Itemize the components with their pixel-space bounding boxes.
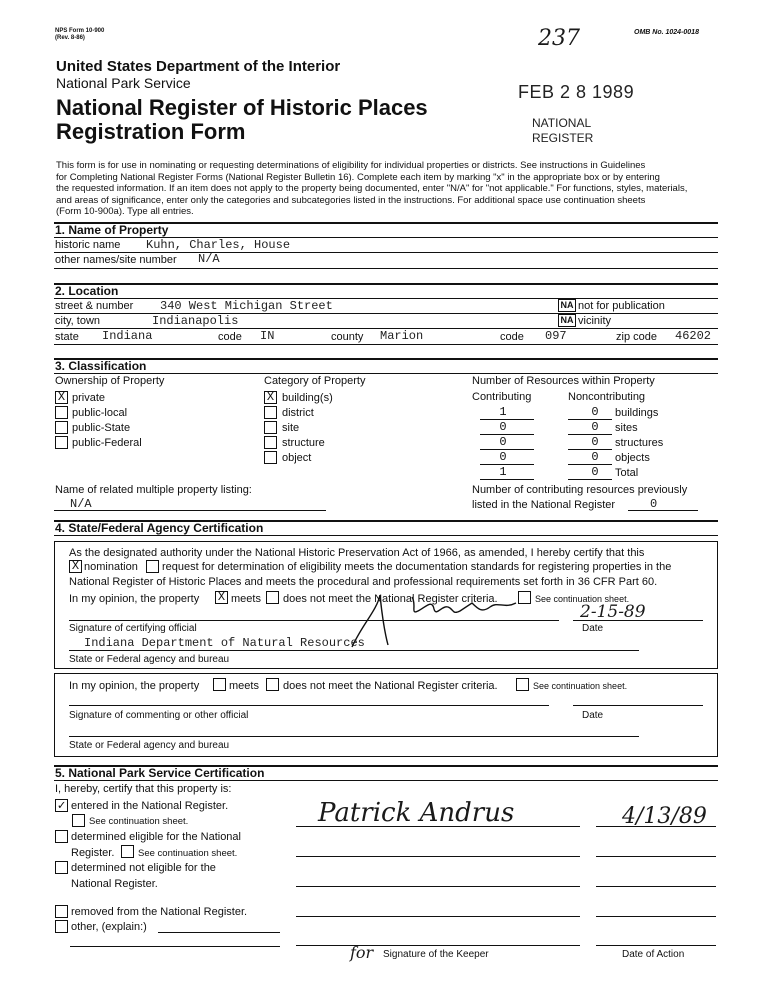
noncontributing-total: 0 xyxy=(591,465,599,479)
contributing-structures: 0 xyxy=(499,435,507,449)
rule xyxy=(54,298,718,299)
continuation-sheet-label: See continuation sheet. xyxy=(535,594,630,604)
rule xyxy=(69,620,559,621)
noncontributing-structures: 0 xyxy=(591,435,599,449)
rule xyxy=(54,535,718,536)
other-names-label: other names/site number xyxy=(55,254,177,266)
county-code-label: code xyxy=(500,331,524,343)
action-date: 4/13/89 xyxy=(622,804,707,829)
nps-certify-text: I, hereby, certify that this property is: xyxy=(55,783,232,795)
county-label: county xyxy=(331,331,364,343)
category-object-label: object xyxy=(282,452,312,464)
city-value: Indianapolis xyxy=(152,314,239,328)
street-value: 340 West Michigan Street xyxy=(160,299,333,313)
cert-line3: National Register of Historic Places and meets the procedural and professional requirements set forth in 36 CFR Part 60. xyxy=(69,576,658,588)
rule xyxy=(69,705,549,706)
rule xyxy=(596,826,716,827)
intro-line: the requested information. If an item does not apply to the property being documented, enter "N/A" for "not applicable." For functions, styles, materials, xyxy=(56,183,688,194)
rule xyxy=(54,344,718,345)
removed-label: removed from the National Register. xyxy=(71,906,248,918)
form-title-line2: Registration Form xyxy=(56,119,246,144)
rule xyxy=(296,826,580,827)
rule xyxy=(54,780,718,781)
department-name: United States Department of the Interior xyxy=(56,58,341,75)
section-3-heading: 3. Classification xyxy=(55,359,147,373)
resource-structures-label: structures xyxy=(615,437,664,449)
rule xyxy=(573,620,703,621)
does-not-meet-checkbox[interactable] xyxy=(266,591,279,604)
state-label: state xyxy=(55,331,79,343)
ownership-private-checkbox[interactable]: X xyxy=(55,391,68,404)
certifying-official-label: Signature of certifying official xyxy=(69,623,197,634)
box2-meets-checkbox[interactable] xyxy=(213,678,226,691)
keeper-signature: Patrick Andrus xyxy=(318,798,515,828)
ownership-public-state-label: public-State xyxy=(72,422,131,434)
category-district-checkbox[interactable] xyxy=(264,406,277,419)
previously-listed-value: 0 xyxy=(650,497,658,511)
ownership-public-state-checkbox[interactable] xyxy=(55,421,68,434)
zip-value: 46202 xyxy=(675,329,712,343)
intro-line: for Completing National Register Forms (National Register Bulletin 16). Complete each item by marking "x" in the appropriate box or by entering xyxy=(56,171,660,183)
rule xyxy=(69,650,639,651)
intro-line: and areas of significance, enter only the categories and subcategories listed in the instructions. For additional space use continuation sheets xyxy=(56,194,646,206)
contributing-objects: 0 xyxy=(499,450,507,464)
for-mark: for xyxy=(350,943,374,962)
ownership-public-local-label: public-local xyxy=(72,407,128,419)
rule xyxy=(158,932,280,933)
entered-continuation-checkbox[interactable] xyxy=(72,814,85,827)
form-number: NPS Form 10-900 xyxy=(55,28,105,34)
state-code-value: IN xyxy=(260,329,275,343)
determined-eligible-label-2: Register. xyxy=(71,847,115,859)
received-stamp-line1: NATIONAL xyxy=(532,116,592,130)
category-building-checkbox[interactable]: X xyxy=(264,391,277,404)
ownership-public-local-checkbox[interactable] xyxy=(55,406,68,419)
category-building-label: building(s) xyxy=(282,392,333,404)
resource-total-label: Total xyxy=(615,467,639,479)
historic-name-label: historic name xyxy=(55,239,121,251)
date-label: Date xyxy=(582,623,604,634)
noncontributing-buildings: 0 xyxy=(591,405,599,419)
section-divider xyxy=(54,358,718,360)
county-value: Marion xyxy=(380,329,424,343)
determined-not-eligible-label: determined not eligible for the xyxy=(71,862,216,874)
rule xyxy=(296,886,580,887)
category-district-label: district xyxy=(282,407,314,419)
keeper-signature-label: Signature of the Keeper xyxy=(383,949,489,960)
category-object-checkbox[interactable] xyxy=(264,451,277,464)
nomination-checkbox[interactable]: X xyxy=(69,560,82,573)
box2-meets-label: meets xyxy=(229,680,259,692)
rule xyxy=(54,268,718,269)
handwritten-number: 237 xyxy=(538,26,580,51)
resource-sites-label: sites xyxy=(615,422,638,434)
zip-label: zip code xyxy=(616,331,657,343)
entered-checkbox[interactable]: ✓ xyxy=(55,799,68,812)
service-name: National Park Service xyxy=(56,75,191,91)
received-stamp-line2: REGISTER xyxy=(532,131,594,145)
rule xyxy=(596,916,716,917)
section-1-heading: 1. Name of Property xyxy=(55,223,169,237)
ownership-public-federal-label: public-Federal xyxy=(72,437,142,449)
category-structure-checkbox[interactable] xyxy=(264,436,277,449)
previously-listed-label-2: listed in the National Register xyxy=(472,499,616,511)
contributing-sites: 0 xyxy=(499,420,507,434)
resource-buildings-label: buildings xyxy=(615,407,659,419)
vicinity-label: vicinity xyxy=(578,315,612,327)
box2-date-label: Date xyxy=(582,710,604,721)
intro-line: This form is for use in nominating or requesting determinations of eligibility for individual properties or districts. See instructions in Guidelines xyxy=(56,160,646,171)
date-of-action-label: Date of Action xyxy=(622,949,685,960)
omb-number: OMB No. 1024-0018 xyxy=(634,29,699,36)
rule xyxy=(573,705,703,706)
rule xyxy=(70,946,280,947)
historic-name-value: Kuhn, Charles, House xyxy=(146,238,291,252)
rule xyxy=(596,945,716,946)
section-2-heading: 2. Location xyxy=(55,284,119,298)
entered-continuation-label: See continuation sheet. xyxy=(89,816,189,827)
determined-eligible-label: determined eligible for the National xyxy=(71,831,241,843)
category-structure-label: structure xyxy=(282,437,325,449)
section-divider xyxy=(54,283,718,285)
noncontributing-heading: Noncontributing xyxy=(568,391,646,403)
street-label: street & number xyxy=(55,300,134,312)
intro-line: (Form 10-900a). Type all entries. xyxy=(56,206,194,217)
rule xyxy=(296,916,580,917)
rule xyxy=(568,479,612,480)
resource-objects-label: objects xyxy=(615,452,650,464)
contributing-heading: Contributing xyxy=(472,391,532,403)
box2-continuation-label: See continuation sheet. xyxy=(533,681,628,691)
ownership-public-federal-checkbox[interactable] xyxy=(55,436,68,449)
eligible-continuation-label: See continuation sheet. xyxy=(138,848,238,859)
rule xyxy=(54,510,326,511)
rule xyxy=(69,736,639,737)
opinion-prefix: In my opinion, the property xyxy=(69,593,200,605)
agency-label: State or Federal agency and bureau xyxy=(69,654,230,665)
does-not-meet-label: does not meet the National Register criteria. xyxy=(283,593,498,605)
meets-label: meets xyxy=(231,593,261,605)
noncontributing-objects: 0 xyxy=(591,450,599,464)
commenting-official-label: Signature of commenting or other official xyxy=(69,710,249,721)
vicinity-checkbox[interactable]: NA xyxy=(558,314,576,327)
other-label: other, (explain:) xyxy=(71,921,147,933)
eligible-continuation-checkbox[interactable] xyxy=(121,845,134,858)
ownership-heading: Ownership of Property xyxy=(55,375,165,387)
form-revision: (Rev. 8-86) xyxy=(55,35,85,41)
form-title-line1: National Register of Historic Places xyxy=(56,95,428,120)
state-value: Indiana xyxy=(102,329,153,343)
agency-value: Indiana Department of Natural Resources xyxy=(84,636,365,650)
box2-opinion-prefix: In my opinion, the property xyxy=(69,680,200,692)
category-site-label: site xyxy=(282,422,300,434)
city-label: city, town xyxy=(55,315,101,327)
entered-label: entered in the National Register. xyxy=(71,800,229,812)
request-checkbox[interactable] xyxy=(146,560,159,573)
box2-does-not-meet-label: does not meet the National Register criteria. xyxy=(283,680,498,692)
not-for-publication-checkbox[interactable]: NA xyxy=(558,299,576,312)
contributing-total: 1 xyxy=(499,465,507,479)
related-listing-value: N/A xyxy=(70,497,92,511)
rule xyxy=(54,252,718,253)
box2-does-not-meet-checkbox[interactable] xyxy=(266,678,279,691)
determined-not-eligible-label-2: National Register. xyxy=(71,878,158,890)
rule xyxy=(54,373,718,374)
rule xyxy=(480,479,534,480)
category-site-checkbox[interactable] xyxy=(264,421,277,434)
intro-paragraph xyxy=(56,160,687,218)
nomination-label: nomination xyxy=(84,561,138,573)
other-names-value: N/A xyxy=(198,252,220,266)
rule xyxy=(296,856,580,857)
previously-listed-label-1: Number of contributing resources previously xyxy=(472,484,688,496)
rule xyxy=(628,510,698,511)
state-code-label: code xyxy=(218,331,242,343)
ownership-private-label: private xyxy=(72,392,106,404)
not-for-publication-label: not for publication xyxy=(578,300,665,312)
related-listing-label: Name of related multiple property listing: xyxy=(55,484,252,496)
certification-date: 2-15-89 xyxy=(580,602,646,622)
removed-checkbox[interactable] xyxy=(55,905,68,918)
meets-checkbox[interactable]: X xyxy=(215,591,228,604)
rule xyxy=(596,886,716,887)
resources-heading: Number of Resources within Property xyxy=(472,375,655,387)
rule xyxy=(596,856,716,857)
category-heading: Category of Property xyxy=(264,375,366,387)
determined-not-eligible-checkbox[interactable] xyxy=(55,861,68,874)
county-code-value: 097 xyxy=(545,329,567,343)
received-stamp-date: FEB 2 8 1989 xyxy=(518,82,635,102)
cert-line1: As the designated authority under the National Historic Preservation Act of 1966, as amended, I hereby certify that this xyxy=(69,547,645,559)
other-checkbox[interactable] xyxy=(55,920,68,933)
section-5-heading: 5. National Park Service Certification xyxy=(55,766,265,780)
box2-continuation-checkbox[interactable] xyxy=(516,678,529,691)
contributing-buildings: 1 xyxy=(499,405,507,419)
noncontributing-sites: 0 xyxy=(591,420,599,434)
rule xyxy=(296,945,580,946)
section-4-heading: 4. State/Federal Agency Certification xyxy=(55,521,264,535)
determined-eligible-checkbox[interactable] xyxy=(55,830,68,843)
request-label: request for determination of eligibility meets the documentation standards for registering properties in the xyxy=(162,561,672,573)
box2-agency-label: State or Federal agency and bureau xyxy=(69,740,230,751)
